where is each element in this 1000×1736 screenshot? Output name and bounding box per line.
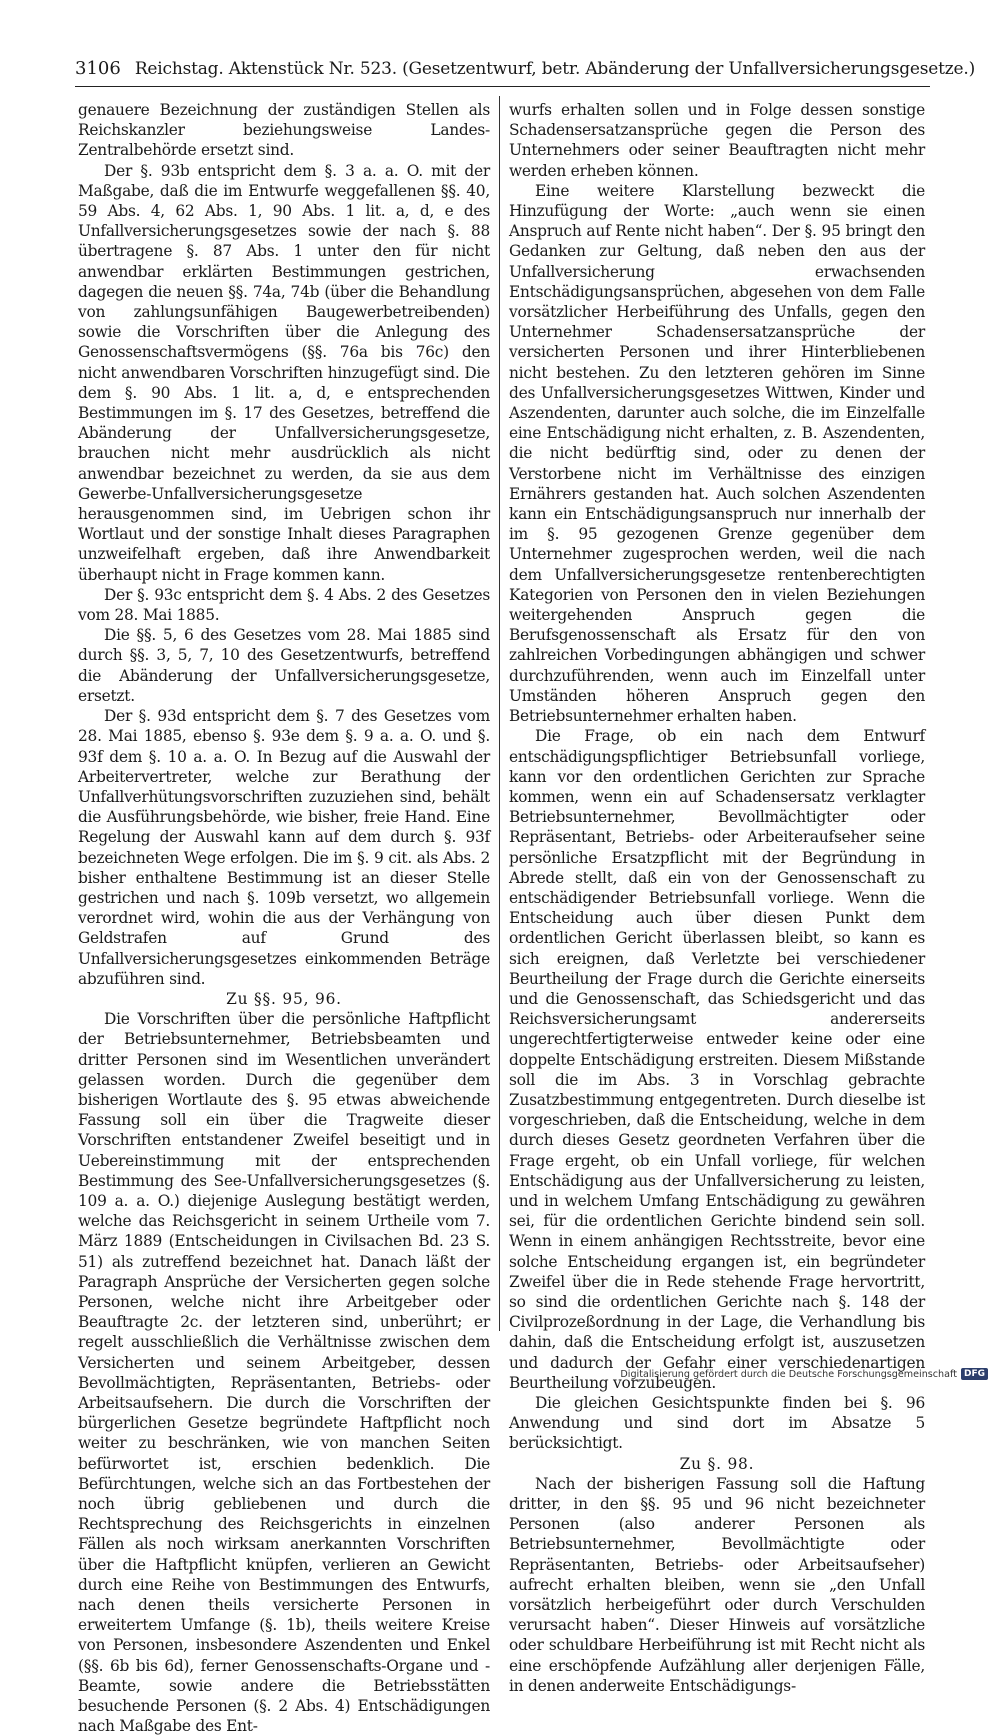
credit-text: Digitalisierung gefördert durch die Deutsche Forschungsgemeinschaft — [620, 1368, 957, 1380]
digitization-credit — [590, 1366, 988, 1382]
left-column — [78, 100, 490, 1736]
page-header — [75, 58, 976, 88]
paragraph: Der §. 93b entspricht dem §. 3 a. a. O. mit der Maßgabe, daß die im Entwurfe weggefallenen §§. 40, 59 Abs. 4, 62 Abs. 1, 90 Abs. 1 lit. a, d, e des Unfallversicherungsgesetzes sowie der nach §. 88 übertragene §. 87 Abs. 1 unter den für nicht anwendbar erklärten Bestimmungen gestrichen, dagegen die neuen §§. 74a, 74b (über die Behandlung von zahlungsunfähigen Baugewerbetreibenden) sowie die Vorschriften über die Anlegung des Genossenschaftsvermögens (§§. 76a bis 76c) den nicht anwendbaren Vorschriften hinzugefügt sind. Die dem §. 90 Abs. 1 lit. a, d, e entsprechenden Bestimmungen im §. 17 des Gesetzes, betreffend die Abänderung der Unfallversicherungsgesetze, brauchen nicht mehr ausdrücklich als nicht anwendbar bezeichnet zu werden, da sie aus dem Gewerbe-Unfallversicherungsgesetze herausgenommen sind, im Uebrigen schon ihr Wortlaut und der sonstige Inhalt dieses Paragraphen unzweifelhaft ergeben, daß ihre Anwendbarkeit überhaupt nicht in Frage kommen kann. — [78, 161, 490, 584]
paragraph: Der §. 93c entspricht dem §. 4 Abs. 2 des Gesetzes vom 28. Mai 1885. — [78, 585, 490, 625]
paragraph: Die Vorschriften über die persönliche Haftpflicht der Betriebsunternehmer, Betriebsbeamten und dritter Personen sind im Wesentlichen unverändert gelassen worden. Durch die gegenüber dem bisherigen Wortlaute des §. 95 etwas abweichende Fassung soll ein über die Tragweite dieser Vorschriften entstandener Zweifel beseitigt und in Uebereinstimmung mit der entsprechenden Bestimmung des See-Unfallversicherungsgesetzes (§. 109 a. a. O.) diejenige Auslegung bestätigt werden, welche das Reichsgericht in seinem Urtheile vom 7. März 1889 (Entscheidungen in Civilsachen Bd. 23 S. 51) als zutreffend bezeichnet hat. Danach läßt der Paragraph Ansprüche der Versicherten gegen solche Personen, welche nicht ihre Arbeitgeber oder Beauftragte 2c. der letzteren sind, unberührt; er regelt ausschließlich die Verhältnisse zwischen dem Versicherten und seinem Arbeitgeber, dessen Bevollmächtigten, Repräsentanten, Betriebs- oder Arbeitsaufsehern. Die durch die Vorschriften der bürgerlichen Gesetze begründete Haftpflicht noch weiter zu beschränken, wie von manchen Seiten befürwortet ist, erschien bedenklich. Die Befürchtungen, welche sich an das Fortbestehen der noch übrig gebliebenen und durch die Rechtsprechung des Reichsgerichts in einzelnen Fällen als noch wirksam anerkannten Vorschriften über die Haftpflicht knüpfen, verlieren an Gewicht durch eine Reihe von Bestimmungen des Entwurfs, nach denen theils versicherte Personen in erweitertem Umfange (§. 1b), theils weitere Kreise von Personen, insbesondere Aszendenten und Enkel (§§. 6b bis 6d), ferner Genossenschafts-Organe und -Beamte, sowie andere die Betriebsstätten besuchende Personen (§. 2 Abs. 4) Entschädigungen nach Maßgabe des Ent- — [78, 1010, 490, 1736]
section-heading: Zu §§. 95, 96. — [226, 989, 342, 1008]
paragraph: Die Frage, ob ein nach dem Entwurf entschädigungspflichtiger Betriebsunfall vorliege, kann vor den ordentlichen Gerichten zur Sprache kommen, wenn ein auf Schadensersatz verklagter Betriebsunternehmer, Bevollmächtigter oder Repräsentant, Betriebs- oder Arbeiteraufseher seine persönliche Ersatzpflicht mit der Begründung in Abrede stellt, daß ein von der Genossenschaft zu entschädigender Betriebsunfall vorliege. Wenn die Entscheidung auch über diesen Punkt dem ordentlichen Gericht überlassen bleibt, so kann es sich ereignen, daß Verletzte bei verschiedener Beurtheilung der Frage durch die Gerichte einerseits und die Genossenschaft, das Schiedsgericht und das Reichsversicherungsamt andererseits ungerechtfertigterweise entweder keine oder eine doppelte Entschädigung erstreiten. Diesem Mißstande soll die im Abs. 3 in Vorschlag gebrachte Zusatzbestimmung entgegentreten. Durch dieselbe ist vorgeschrieben, daß die Entscheidung, welche in dem durch dieses Gesetz geordneten Verfahren über die Frage ergeht, ob ein Unfall vorliege, für welchen Entschädigung aus der Unfallversicherung zu leisten, und in welchem Umfang Entschädigung zu gewähren sei, für die ordentlichen Gerichte bindend sein soll. Wenn in einem anhängigen Rechtsstreite, bevor eine solche Entscheidung ergangen ist, ein begründeter Zweifel über die in Rede stehende Frage hervortritt, so sind die ordentlichen Gerichte nach §. 148 der Civilprozeßordnung in der Lage, die Verhandlung bis dahin, daß die Entscheidung erfolgt ist, auszusetzen und dadurch der Gefahr einer verschiedenartigen Beurtheilung vorzubeugen. — [509, 727, 925, 1392]
paragraph: Der §. 93d entspricht dem §. 7 des Gesetzes vom 28. Mai 1885, ebenso §. 93e dem §. 9 a. a. O. und §. 93f dem §. 10 a. a. O. In Bezug auf die Auswahl der Arbeitervertreter, welche zur Berathung der Unfallverhütungsvorschriften zuzuziehen sind, behält die Ausführungsbehörde, wie bisher, freie Hand. Eine Regelung der Auswahl kann auf dem durch §. 93f bezeichneten Wege erfolgen. Die im §. 9 cit. als Abs. 2 bisher enthaltene Bestimmung ist an dieser Stelle gestrichen und nach §. 109b versetzt, wo allgemein verordnet wird, wohin die aus der Verhängung von Geldstrafen auf Grund des Unfallversicherungsgesetzes einkommenden Beträge abzuführen sind. — [78, 707, 490, 988]
section-heading: Zu §. 98. — [679, 1454, 755, 1473]
page-number: 3106 — [75, 58, 121, 79]
right-column — [509, 100, 925, 1696]
paragraph: Die §§. 5, 6 des Gesetzes vom 28. Mai 1885 sind durch §§. 3, 5, 7, 10 des Gesetzentwurfs, betreffend die Abänderung der Unfallversicherungsgesetze, ersetzt. — [78, 626, 490, 705]
paragraph: Nach der bisherigen Fassung soll die Haftung dritter, in den §§. 95 und 96 nicht bezeichneter Personen (also anderer Personen als Betriebsunternehmer, Bevollmächtigte oder Repräsentanten, Betriebs- oder Arbeitsaufseher) aufrecht erhalten bleiben, wenn sie „den Unfall vorsätzlich herbeigeführt oder durch Verschulden verursacht haben“. Dieser Hinweis auf vorsätzliche oder schuldbare Herbeiführung ist mit Recht nicht als eine erschöpfende Aufzählung aller derjenigen Fälle, in denen anderweite Entschädigungs- — [509, 1474, 925, 1695]
paragraph: genauere Bezeichnung der zuständigen Stellen als Reichskanzler beziehungsweise Landes-Zentralbehörde ersetzt sind. — [78, 101, 490, 160]
paragraph: Eine weitere Klarstellung bezweckt die Hinzufügung der Worte: „auch wenn sie einen Anspruch auf Rente nicht haben“. Der §. 95 bringt den Gedanken zur Geltung, daß neben den aus der Unfallversicherung erwachsenden Entschädigungsansprüchen, abgesehen von dem Falle vorsätzlicher Herbeiführung des Unfalls, gegen den Unternehmer Schadensersatzansprüche der versicherten Personen und ihrer Hinterbliebenen nicht bestehen. Zu den letzteren gehören im Sinne des Unfallversicherungsgesetzes Wittwen, Kinder und Aszendenten, darunter auch solche, die im Einzelfalle eine Entschädigung nicht erhalten, z. B. Aszendenten, die nicht bedürftig sind, oder zu denen der Verstorbene nicht im Verhältnisse des einzigen Ernährers gestanden hat. Auch solchen Aszendenten kann ein Entschädigungsanspruch nur innerhalb der im §. 95 gezogenen Grenze gegenüber dem Unternehmer zugesprochen werden, weil die nach dem Unfallversicherungsgesetze rentenberechtigten Kategorien von Personen den in vielen Beziehungen weitergehenden Anspruch gegen die Berufsgenossenschaft als Ersatz für den von zahlreichen Vorbedingungen abhängigen und schwer durchzuführenden, wenn auch im Einzelfall unter Umständen höheren Anspruch gegen den Betriebsunternehmer erhalten haben. — [509, 181, 925, 726]
header-rule — [75, 86, 930, 87]
column-divider — [499, 96, 500, 1331]
running-title: Reichstag. Aktenstück Nr. 523. (Gesetzentwurf, betr. Abänderung der Unfallversicherungsgesetze.) — [134, 59, 976, 79]
paragraph: wurfs erhalten sollen und in Folge dessen sonstige Schadensersatzansprüche gegen die Person des Unternehmers oder seiner Beauftragten nicht mehr werden erheben können. — [509, 101, 925, 180]
dfg-logo: DFG — [961, 1368, 988, 1380]
paragraph: Die gleichen Gesichtspunkte finden bei §. 96 Anwendung und sind dort im Absatze 5 berücksichtigt. — [509, 1394, 925, 1453]
